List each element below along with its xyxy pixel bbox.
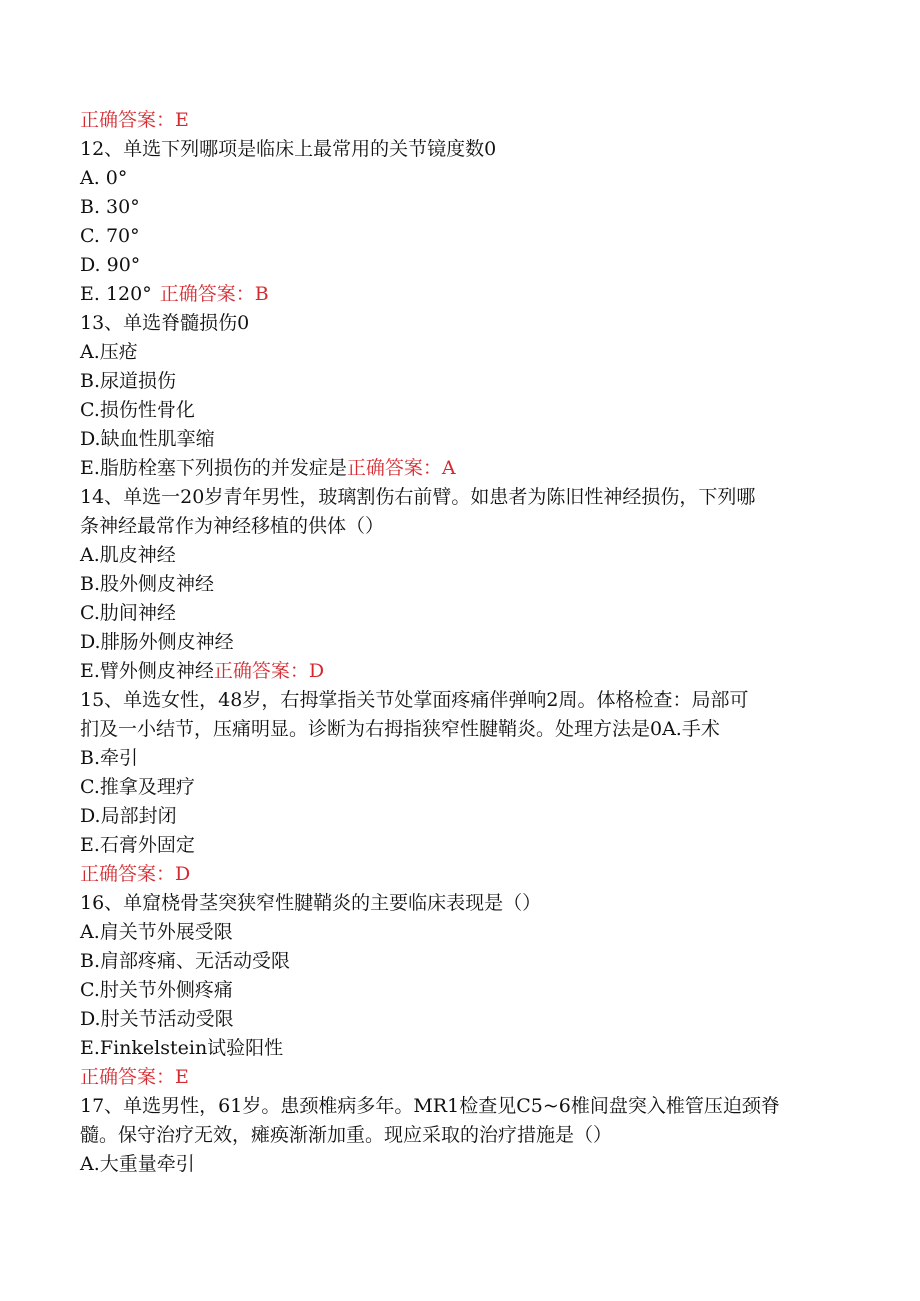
q11-answer: 正确答案：E: [80, 109, 189, 131]
q14-option-e: E.臂外侧皮神经: [80, 660, 214, 682]
q12-option-a: A. 0°: [80, 167, 128, 189]
q15-option-d: D.局部封闭: [80, 805, 177, 827]
q15-stem-line2: 扪及一小结节，压痛明显。诊断为右拇指狭窄性腱鞘炎。处理方法是0A.手术: [80, 718, 720, 740]
q14-option-a: A.肌皮神经: [80, 544, 176, 566]
q15-option-e: E.石膏外固定: [80, 834, 195, 856]
q16-option-b: B.肩部疼痛、无活动受限: [80, 950, 291, 972]
q16-stem: 16、单窟桡骨茎突狭窄性腱鞘炎的主要临床表现是（）: [80, 892, 542, 914]
q12-stem: 12、单选下列哪项是临床上最常用的关节镜度数0: [80, 138, 497, 160]
q16-option-c: C.肘关节外侧疼痛: [80, 979, 233, 1001]
q12-option-e-row: [80, 280, 860, 309]
q13-option-b: B.尿道损伤: [80, 370, 177, 392]
q13-option-d: D.缺血性肌挛缩: [80, 428, 215, 450]
q12-option-b: B. 30°: [80, 196, 140, 218]
q17-stem-line2: 髓。保守治疗无效，瘫痪渐渐加重。现应采取的治疗措施是（）: [80, 1124, 613, 1146]
q12-option-e: E. 120°: [80, 283, 152, 305]
q13-stem: 13、单选脊髓损伤0: [80, 312, 250, 334]
q16-option-e: E.Finkelstein试验阳性: [80, 1037, 284, 1059]
q12-option-c: C. 70°: [80, 225, 140, 247]
q13-option-e-row: [80, 454, 860, 483]
q13-answer: 正确答案：A: [346, 457, 456, 479]
exam-page: [80, 106, 860, 1179]
q13-option-c: C.损伤性骨化: [80, 399, 195, 421]
q16-option-d: D.肘关节活动受限: [80, 1008, 234, 1030]
q14-stem-line2: 条神经最常作为神经移植的供体（）: [80, 515, 385, 537]
q14-option-c: C.肋间神经: [80, 602, 176, 624]
q15-answer: 正确答案：D: [80, 863, 191, 885]
q15-option-b: B.牵引: [80, 747, 139, 769]
q13-option-a: A.压疮: [80, 341, 138, 363]
q15-stem-line1: 15、单选女性，48岁，右拇掌指关节处掌面疼痛伴弹响2周。体格检查：局部可: [80, 689, 749, 711]
q14-option-b: B.股外侧皮神经: [80, 573, 215, 595]
q17-option-a: A.大重量牵引: [80, 1153, 195, 1175]
q16-option-a: A.肩关节外展受限: [80, 921, 233, 943]
q15-option-c: C.推拿及理疗: [80, 776, 195, 798]
q16-answer: 正确答案：E: [80, 1066, 189, 1088]
q14-option-d: D.腓肠外侧皮神经: [80, 631, 234, 653]
q14-option-e-row: [80, 657, 860, 686]
q12-answer: 正确答案：B: [159, 283, 269, 305]
q13-option-e: E.脂肪栓塞下列损伤的并发症是: [80, 457, 347, 479]
q17-stem-line1: 17、单选男性，61岁。患颈椎病多年。MR1检查见C5~6椎间盘突入椎管压迫颈脊: [80, 1095, 780, 1117]
q14-answer: 正确答案：D: [213, 660, 325, 682]
q14-stem-line1: 14、单选一20岁青年男性，玻璃割伤右前臂。如患者为陈旧性神经损伤，下列哪: [80, 486, 756, 508]
q12-option-d: D. 90°: [80, 254, 141, 276]
